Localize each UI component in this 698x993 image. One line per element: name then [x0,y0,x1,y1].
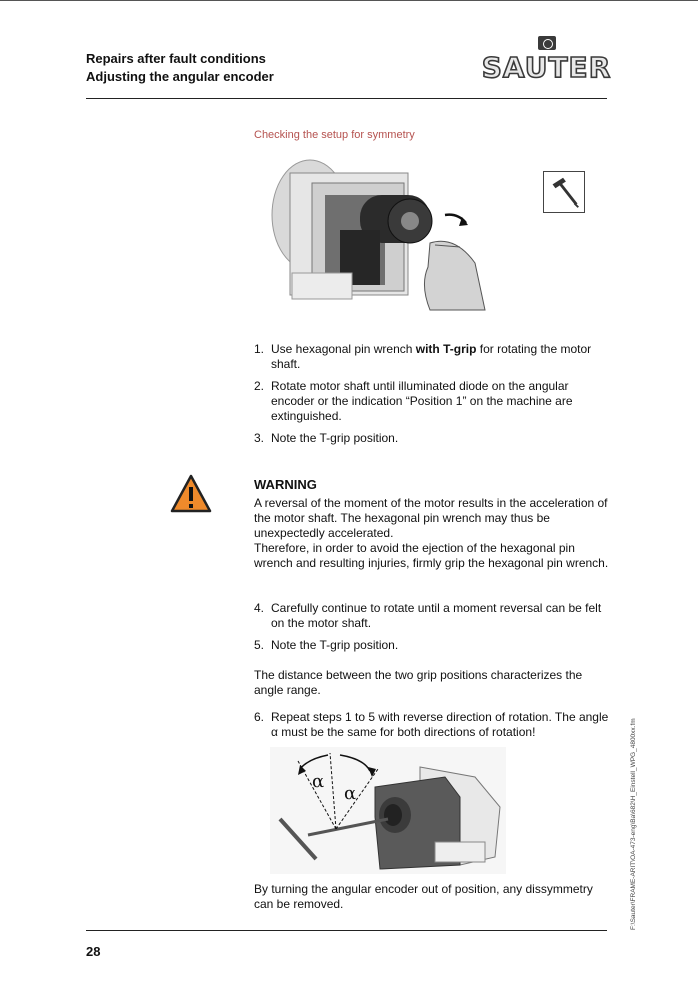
angle-diagram [270,747,506,874]
sauter-logo [481,36,612,84]
angle-range-paragraph: The distance between the two grip positions characterizes the angle range. [254,668,583,697]
steps-list-2 [254,601,609,660]
step-item: 3. Note the T-grip position. [254,431,399,445]
footer-divider [86,930,607,931]
warning-title: WARNING [254,477,317,492]
sauter-logo-text: SAUTER [481,50,612,84]
alpha-label-left: α [312,771,325,792]
step-item: 2. Rotate motor shaft until illuminated diode on the angular encoder or the indication “Position 1” on the machine are extinguished. [254,379,573,423]
header-chapter: Repairs after fault conditions [86,51,266,66]
motor-photo [270,155,495,315]
top-border [0,0,698,1]
warning-text: A reversal of the moment of the motor results in the acceleration of the motor shaft. The hexagonal pin wrench may thus be unexpectedly accelerated. Therefore, in order to avoid the ejection of the hexagonal pin wrench and resulting injuries, firmly grip the hexagonal pin wrench. [254,496,609,570]
header-section: Adjusting the angular encoder [86,69,274,84]
step-item: 5. Note the T-grip position. [254,638,399,652]
step-item: 6. Repeat steps 1 to 5 with reverse direction of rotation. The angle α must be the same for both directions of rotation! [254,710,609,739]
header-divider [86,98,607,99]
step-item: 1. Use hexagonal pin wrench with T-grip for rotating the motor shaft. [254,342,592,371]
figure-caption: Checking the setup for symmetry [254,129,415,141]
step-item: 4. Carefully continue to rotate until a moment reversal can be felt on the motor shaft. [254,601,602,630]
page-number: 28 [86,944,101,959]
warning-triangle-icon [170,474,212,514]
page-header [86,50,506,86]
hex-wrench-icon [543,171,585,213]
sauter-logo-mark-icon [538,36,556,50]
alpha-label-right: α [344,783,357,804]
dissymmetry-paragraph: By turning the angular encoder out of position, any dissymmetry can be removed. [254,882,593,911]
steps-list-3 [254,710,609,747]
steps-list-1 [254,342,609,453]
file-path-note: F:\Sauter\FRAME-ARIT\OA-473-eng\Ba\682\H_Einstell_WPG_4800xx.fm [630,718,637,930]
